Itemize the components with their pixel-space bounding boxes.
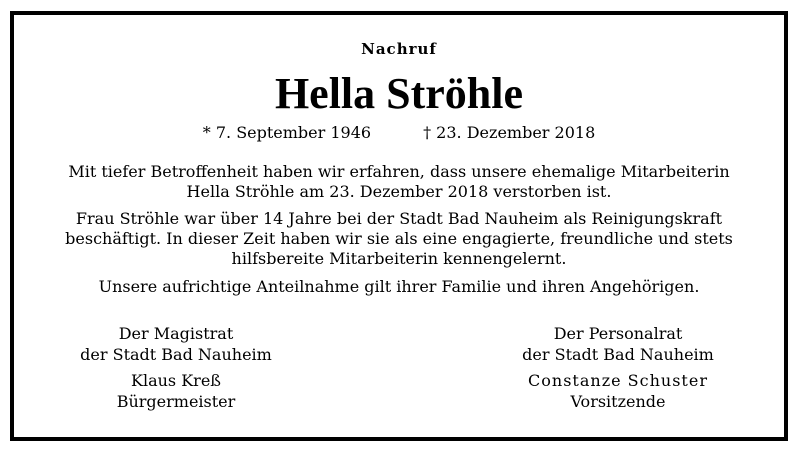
signature-magistrat	[46, 323, 306, 412]
paragraph-announcement	[14, 162, 784, 202]
paragraph-line: Hella Ströhle am 23. Dezember 2018 verstorben ist.	[186, 182, 612, 201]
paragraph-line: Frau Ströhle war über 14 Jahre bei der Stadt Bad Nauheim als Reinigungskraft	[75, 209, 723, 228]
paragraph-line: hilfsbereite Mitarbeiterin kennengelernt.	[231, 249, 567, 268]
life-dates	[14, 123, 784, 142]
signature-org-city: der Stadt Bad Nauheim	[522, 345, 714, 364]
signature-org: Der Personalrat	[553, 324, 683, 343]
paragraph-tribute	[14, 209, 784, 269]
signature-person: Constanze Schuster	[528, 371, 708, 390]
signature-person: Klaus Kreß	[131, 371, 221, 390]
paragraph-line: beschäftigt. In dieser Zeit haben wir sie als eine engagierte, freundliche und stets	[65, 229, 733, 248]
signature-role: Bürgermeister	[116, 392, 236, 411]
signature-role: Vorsitzende	[570, 392, 666, 411]
birth-date: * 7. September 1946	[202, 123, 372, 142]
signature-personalrat	[488, 323, 748, 412]
death-date: † 23. Dezember 2018	[423, 123, 596, 142]
signature-org: Der Magistrat	[118, 324, 234, 343]
paragraph-line: Mit tiefer Betroffenheit haben wir erfahren, dass unsere ehemalige Mitarbeiterin	[68, 162, 730, 181]
paragraph-condolence: Unsere aufrichtige Anteilnahme gilt ihrer Familie und ihren Angehörigen.	[98, 277, 700, 296]
deceased-name: Hella Ströhle	[274, 69, 524, 118]
signature-org-city: der Stadt Bad Nauheim	[80, 345, 272, 364]
obituary-frame	[10, 11, 788, 441]
notice-kicker: Nachruf	[361, 40, 437, 58]
